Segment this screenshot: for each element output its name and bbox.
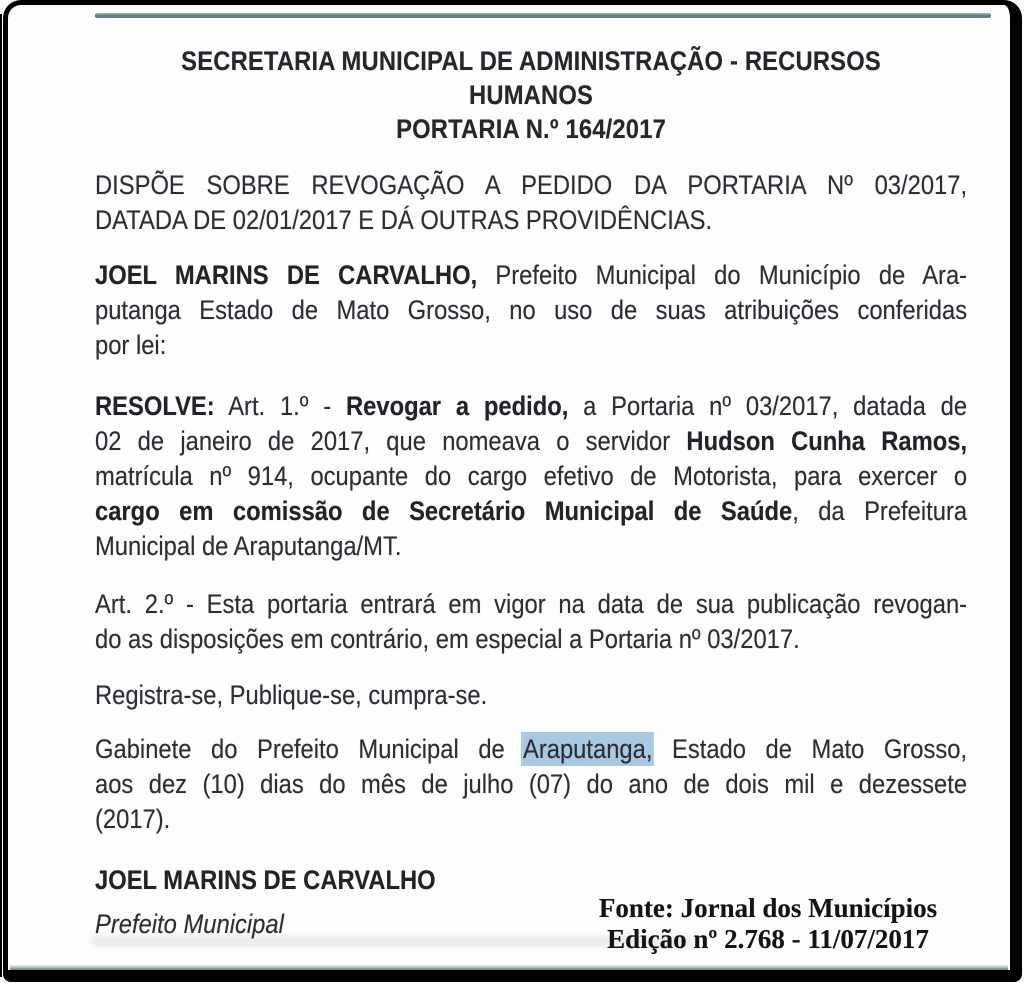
text-line bbox=[95, 732, 967, 767]
text-line bbox=[95, 529, 967, 564]
top-divider-rule bbox=[95, 13, 991, 18]
text-line bbox=[95, 389, 967, 424]
document bbox=[95, 44, 967, 942]
document-title bbox=[95, 44, 967, 146]
source-credit-line: Edição nº 2.768 - 11/07/2017 bbox=[607, 924, 929, 954]
title-line: PORTARIA N.º 164/2017 bbox=[396, 114, 666, 144]
paragraph-registra bbox=[95, 678, 967, 713]
text-segment: Prefeito Municipal do Município de Ara- bbox=[477, 260, 968, 290]
paragraph-gabinete bbox=[95, 732, 967, 837]
text-segment: matrícula nº 914, ocupante do cargo efetivo de Motorista, para exercer o bbox=[95, 461, 968, 491]
text-segment: Hudson Cunha Ramos, bbox=[686, 426, 968, 456]
title-line: SECRETARIA MUNICIPAL DE ADMINISTRAÇÃO - RECURSOS bbox=[181, 46, 881, 76]
document-paragraphs bbox=[95, 168, 967, 837]
source-credit bbox=[578, 893, 958, 955]
text-segment: a Portaria nº 03/2017, datada de bbox=[568, 391, 968, 421]
text-segment: DISPÕE SOBRE REVOGAÇÃO A PEDIDO DA PORTARIA Nº 03/2017, bbox=[95, 170, 968, 200]
paragraph-preamble bbox=[95, 258, 967, 363]
title-line: HUMANOS bbox=[469, 80, 594, 110]
paragraph-resolve bbox=[95, 389, 967, 564]
text-segment: putanga Estado de Mato Grosso, no uso de suas atribuições conferidas bbox=[95, 295, 968, 325]
text-line bbox=[95, 587, 967, 622]
paragraph-summary bbox=[95, 168, 967, 238]
text-line bbox=[95, 168, 967, 203]
signature-role: Prefeito Municipal bbox=[95, 909, 284, 939]
scan-edge-bottom bbox=[10, 965, 1008, 971]
text-line bbox=[95, 258, 967, 293]
source-credit-line: Fonte: Jornal dos Municípios bbox=[598, 893, 938, 923]
text-segment: Registra-se, Publique-se, cumpra-se. bbox=[95, 680, 488, 710]
paragraph-art2 bbox=[95, 587, 967, 657]
text-segment: RESOLVE: bbox=[95, 391, 215, 421]
text-segment: Estado de Mato Grosso, bbox=[652, 734, 968, 764]
text-line bbox=[95, 767, 967, 802]
text-segment: 02 de janeiro de 2017, que nomeava o servidor bbox=[95, 426, 687, 456]
text-segment: , da Prefeitura bbox=[792, 496, 968, 526]
text-segment: por lei: bbox=[95, 330, 167, 360]
text-segment: DATADA DE 02/01/2017 E DÁ OUTRAS PROVIDÊNCIAS. bbox=[95, 205, 713, 235]
text-segment: (2017). bbox=[95, 804, 171, 834]
highlighted-text: Araputanga, bbox=[522, 734, 653, 764]
text-line bbox=[95, 802, 967, 837]
signature-name: JOEL MARINS DE CARVALHO bbox=[95, 865, 436, 895]
text-segment: do as disposições em contrário, em especial a Portaria nº 03/2017. bbox=[95, 624, 800, 654]
text-line bbox=[95, 494, 967, 529]
text-line bbox=[95, 293, 967, 328]
text-segment: Gabinete do Prefeito Municipal de bbox=[95, 734, 523, 764]
text-line bbox=[95, 203, 967, 238]
text-line bbox=[95, 622, 967, 657]
text-segment: Revogar a pedido, bbox=[345, 391, 569, 421]
text-segment: Art. 1.º - bbox=[214, 391, 346, 421]
text-segment: cargo em comissão de Secretário Municipal de Saúde bbox=[95, 496, 793, 526]
scan-edge-left bbox=[0, 14, 2, 977]
text-line bbox=[95, 459, 967, 494]
text-line bbox=[95, 328, 967, 363]
text-segment: Art. 2.º - Esta portaria entrará em vigor na data de sua publicação revogan- bbox=[95, 589, 968, 619]
text-line bbox=[95, 424, 967, 459]
text-line bbox=[95, 678, 967, 713]
text-segment: aos dez (10) dias do mês de julho (07) do ano de dois mil e dezessete bbox=[95, 769, 968, 799]
text-segment: JOEL MARINS DE CARVALHO, bbox=[95, 260, 478, 290]
text-segment: Municipal de Araputanga/MT. bbox=[95, 531, 402, 561]
